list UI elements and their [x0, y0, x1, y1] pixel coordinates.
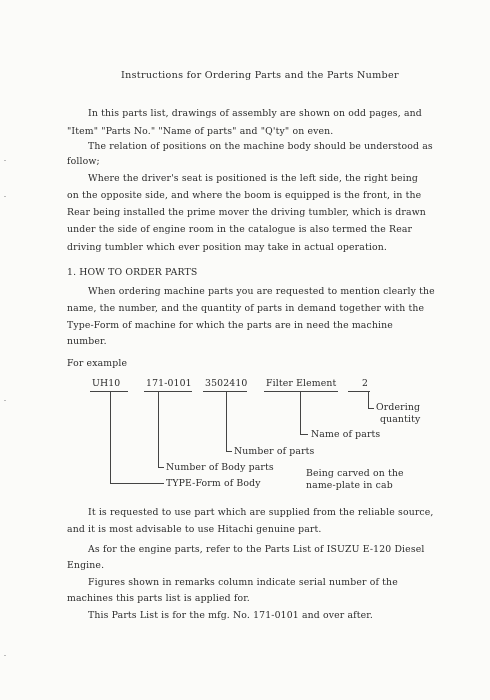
label-quantity: quantity — [380, 414, 421, 425]
code-type: UH10 — [92, 378, 121, 389]
intro-line-8: under the side of engine room in the catalogue is also termed the Rear — [67, 224, 413, 235]
scan-speck — [4, 196, 6, 197]
label-note-2: name-plate in cab — [306, 480, 393, 491]
underline-type — [90, 391, 128, 392]
leader-body-tick — [158, 467, 164, 468]
section-line-1: When ordering machine parts you are requested to mention clearly the — [88, 286, 435, 297]
example-label: For example — [67, 358, 128, 369]
intro-line-2: "Item" "Parts No." "Name of parts" and "Q'ty" on even. — [67, 126, 334, 137]
intro-line-1: In this parts list, drawings of assembly are shown on odd pages, and — [88, 108, 422, 119]
closing-line-2: and it is most advisable to use Hitachi genuine part. — [67, 524, 322, 535]
scan-speck — [4, 160, 6, 161]
scan-speck — [4, 400, 6, 401]
intro-line-7: Rear being installed the prime mover the driving tumbler, which is drawn — [67, 207, 426, 218]
closing-line-3: As for the engine parts, refer to the Parts List of ISUZU E-120 Diesel — [88, 544, 425, 555]
underline-name — [264, 391, 338, 392]
leader-name — [300, 392, 301, 435]
label-type-form: TYPE-Form of Body — [166, 478, 261, 489]
underline-number — [203, 391, 247, 392]
intro-line-3: The relation of positions on the machine body should be understood as — [88, 141, 433, 152]
leader-type-tick — [110, 483, 164, 484]
intro-line-6: on the opposite side, and where the boom is equipped is the front, in the — [67, 190, 422, 201]
label-name-of-parts: Name of parts — [311, 429, 381, 440]
closing-line-1: It is requested to use part which are supplied from the reliable source, — [88, 507, 434, 518]
leader-qty — [368, 392, 369, 409]
closing-line-6: machines this parts list is applied for. — [67, 593, 250, 604]
leader-number — [226, 392, 227, 452]
leader-body — [158, 392, 159, 468]
intro-line-4: follow; — [67, 156, 100, 167]
intro-line-5: Where the driver's seat is positioned is the left side, the right being — [88, 173, 419, 184]
intro-line-9: driving tumbler which ever position may take in actual operation. — [67, 242, 387, 253]
code-body: 171-0101 — [146, 378, 192, 389]
label-number-of-body-parts: Number of Body parts — [166, 462, 274, 473]
leader-qty-tick — [368, 408, 374, 409]
code-qty: 2 — [362, 378, 369, 389]
leader-type — [110, 392, 111, 484]
scan-speck — [4, 655, 6, 656]
label-note-1: Being carved on the — [306, 468, 404, 479]
label-ordering: Ordering — [376, 402, 421, 413]
section-heading: 1. HOW TO ORDER PARTS — [67, 267, 198, 278]
code-number: 3502410 — [205, 378, 248, 389]
section-line-4: number. — [67, 336, 107, 347]
code-name: Filter Element — [266, 378, 337, 389]
leader-name-tick — [300, 434, 308, 435]
section-line-2: name, the number, and the quantity of parts in demand together with the — [67, 303, 425, 314]
leader-number-tick — [226, 451, 232, 452]
label-number-of-parts: Number of parts — [234, 446, 315, 457]
closing-line-7: This Parts List is for the mfg. No. 171-0101 and over after. — [88, 610, 373, 621]
section-line-3: Type-Form of machine for which the parts are in need the machine — [67, 320, 393, 331]
closing-line-5: Figures shown in remarks column indicate serial number of the — [88, 577, 398, 588]
page-title: Instructions for Ordering Parts and the Parts Number — [121, 70, 399, 81]
closing-line-4: Engine. — [67, 560, 105, 571]
underline-body — [144, 391, 192, 392]
underline-qty — [348, 391, 370, 392]
